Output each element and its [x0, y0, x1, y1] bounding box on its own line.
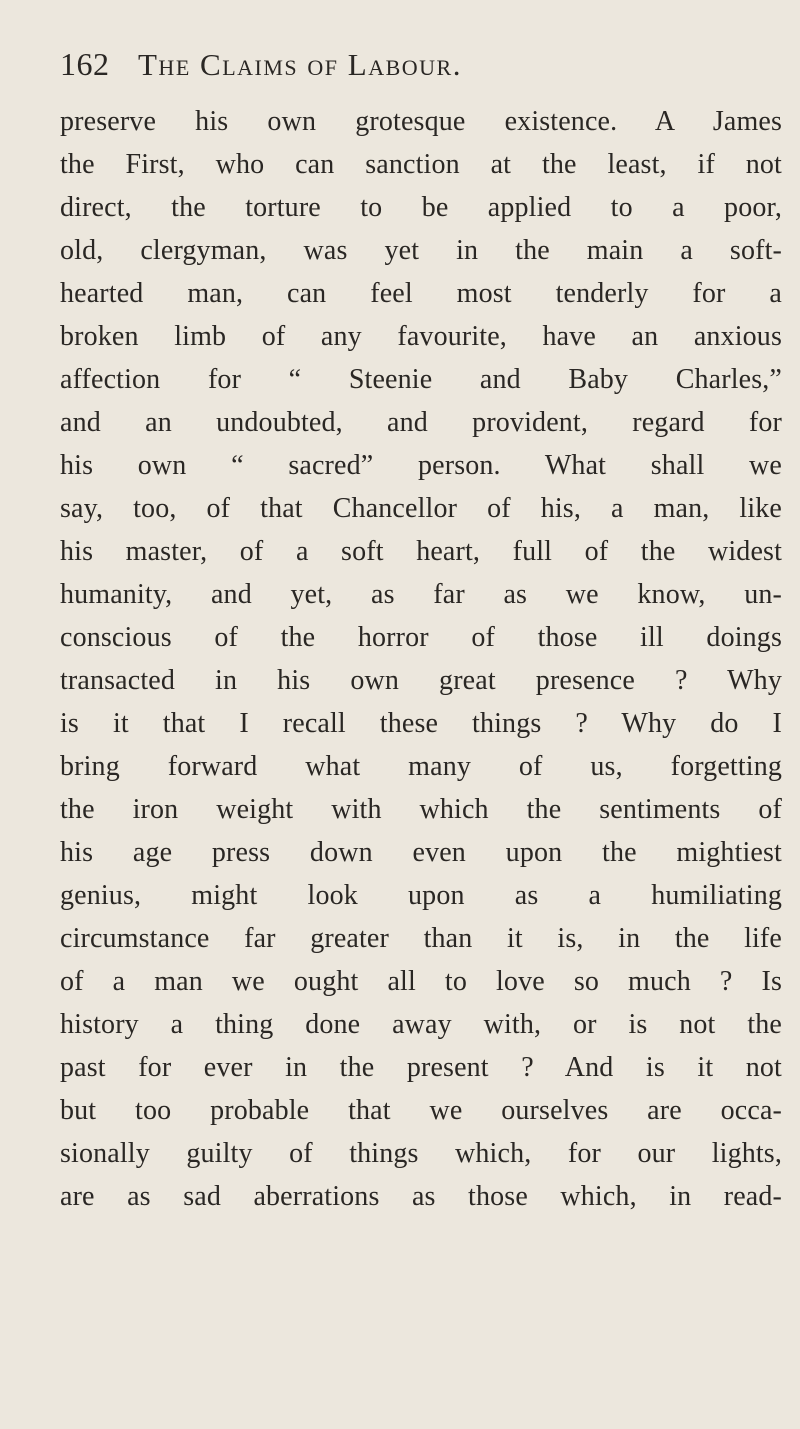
text-line: but too probable that we ourselves are occa- — [60, 1095, 782, 1126]
text-line: old, clergyman, was yet in the main a soft- — [60, 235, 782, 266]
text-line: past for ever in the present ? And is it not — [60, 1052, 782, 1083]
text-line: history a thing done away with, or is not the — [60, 1009, 782, 1040]
text-line: conscious of the horror of those ill doings — [60, 622, 782, 653]
text-line: hearted man, can feel most tenderly for a — [60, 278, 782, 309]
text-line: genius, might look upon as a humiliating — [60, 880, 782, 911]
text-line: and an undoubted, and provident, regard for — [60, 407, 782, 438]
text-line: humanity, and yet, as far as we know, un- — [60, 579, 782, 610]
text-line: is it that I recall these things ? Why do I — [60, 708, 782, 739]
text-line: direct, the torture to be applied to a poor, — [60, 192, 782, 223]
text-line: transacted in his own great presence ? Why — [60, 665, 782, 696]
text-line: his own “ sacred” person. What shall we — [60, 450, 782, 481]
text-line: broken limb of any favourite, have an anxious — [60, 321, 782, 352]
text-line: of a man we ought all to love so much ? Is — [60, 966, 782, 997]
body-text — [60, 100, 782, 1218]
text-line: his age press down even upon the mightiest — [60, 837, 782, 868]
text-line: preserve his own grotesque existence. A James — [60, 106, 782, 137]
text-line: are as sad aberrations as those which, in read- — [60, 1181, 782, 1212]
text-line: the iron weight with which the sentiments of — [60, 794, 782, 825]
text-line: say, too, of that Chancellor of his, a man, like — [60, 493, 782, 524]
book-title: The Claims of Labour. — [138, 47, 462, 82]
text-line: sionally guilty of things which, for our lights, — [60, 1138, 782, 1169]
text-line: the First, who can sanction at the least, if not — [60, 149, 782, 180]
text-line: his master, of a soft heart, full of the widest — [60, 536, 782, 567]
text-line: affection for “ Steenie and Baby Charles,” — [60, 364, 782, 395]
running-head — [60, 46, 782, 96]
text-line: circumstance far greater than it is, in the life — [60, 923, 782, 954]
text-line: bring forward what many of us, forgetting — [60, 751, 782, 782]
page-number: 162 — [60, 46, 110, 82]
